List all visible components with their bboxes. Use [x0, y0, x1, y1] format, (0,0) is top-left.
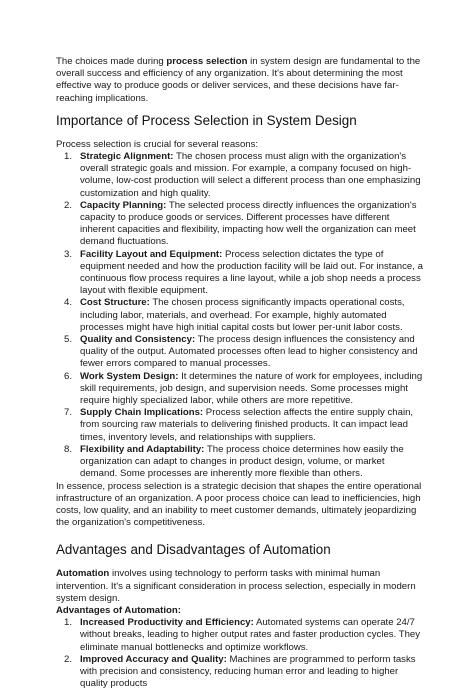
list-number: 4.	[64, 297, 73, 309]
list-item-title: Cost Structure:	[80, 297, 150, 309]
list-item-text: The chosen process must align with the organization's overall strategic goals and mission. For example, a company focused on high-volume, low-cost production will select a different process than one emphasizing customization and high quality.	[80, 151, 421, 199]
advantages-label-text: Advantages of Automation:	[56, 604, 181, 616]
intro-text-2: in system design are fundamental to the overall success and efficiency of any organization. It's about determining the most effective way to produce goods or deliver services, and these decisions have far-reaching implications.	[56, 56, 421, 104]
list-item-text: The selected process directly influences the organization's capacity to produce goods or services. Different processes have different inherent capacities and flexibility, impacting how well the organization can meet demand fluctuations.	[80, 199, 417, 248]
section-heading-importance: Importance of Process Selection in System Design	[56, 112, 357, 128]
list-item	[56, 444, 424, 481]
automation-intro-text: involves using technology to perform tasks with minimal human intervention. It's a significant consideration in process selection, especially in modern system design.	[56, 568, 416, 604]
list-item-text: Machines are programmed to perform tasks with precision and consistency, reducing human error and leading to higher quality products	[80, 653, 416, 690]
list-item	[56, 297, 424, 334]
list-item-text: The chosen process significantly impacts operational costs, including labor, materials, and overhead. For example, highly automated processes might have high initial capital costs but lower per-unit labor costs.	[80, 297, 405, 333]
list-item-title: Strategic Alignment:	[80, 151, 174, 163]
list-number: 3.	[64, 248, 73, 260]
list-item	[56, 371, 424, 408]
list-item	[56, 654, 424, 690]
intro-paragraph	[56, 56, 424, 105]
automation-intro	[56, 568, 424, 605]
list-item	[56, 334, 424, 371]
list-number: 2.	[64, 653, 73, 665]
list-item-title: Capacity Planning:	[80, 199, 167, 211]
list-item	[56, 617, 424, 654]
section-heading-automation: Advantages and Disadvantages of Automation	[56, 542, 331, 558]
importance-conclusion: In essence, process selection is a strategic decision that shapes the entire operational infrastructure of an organization. A poor process choice can lead to inefficiencies, high costs, low quality, and an inability to meet customer demands, ultimately jeopardizing the organization's competitiveness.	[56, 480, 422, 529]
intro-text-1: The choices made during	[56, 56, 167, 67]
list-item	[56, 407, 424, 444]
advantages-label	[56, 605, 424, 617]
automation-intro-bold: Automation	[56, 568, 110, 580]
list-item-title: Facility Layout and Equipment:	[80, 248, 223, 260]
list-item-text: Automated systems can operate 24/7 without breaks, leading to higher output rates and faster production cycles. They eliminate manual bottlenecks and optimize workflows.	[80, 617, 421, 653]
list-item-title: Quality and Consistency:	[80, 334, 196, 346]
list-item-title: Increased Productivity and Efficiency:	[80, 617, 254, 629]
list-item-title: Improved Accuracy and Quality:	[80, 653, 227, 665]
list-item	[56, 200, 424, 249]
importance-lead: Process selection is crucial for several reasons:	[56, 138, 259, 150]
list-item-title: Supply Chain Implications:	[80, 407, 204, 419]
list-item-title: Flexibility and Adaptability:	[80, 443, 205, 455]
list-number: 1.	[64, 617, 73, 629]
list-item-text: The process design influences the consistency and quality of the output. Automated processes often lead to higher consistency and fewer errors compared to manual processes.	[80, 334, 418, 370]
list-number: 5.	[64, 334, 73, 346]
list-item-text: It determines the nature of work for employees, including skill requirements, job design, and supervision needs. Some processes might require highly specialized labor, while others are more repetitive.	[80, 370, 423, 407]
advantages-list	[56, 617, 424, 690]
list-item-text: Process selection dictates the type of equipment needed and how the production facility will be laid out. For instance, a continuous flow process requires a line layout, while a job shop needs a process layout with flexible equipment.	[80, 248, 423, 297]
list-number: 7.	[64, 407, 73, 419]
intro-bold: process selection	[166, 56, 248, 67]
list-number: 1.	[64, 151, 73, 163]
importance-list	[56, 151, 424, 480]
list-item-text: Process selection affects the entire supply chain, from sourcing raw materials to delivering finished products. It can impact lead times, inventory levels, and relationships with suppliers.	[80, 407, 414, 443]
list-item-text: The process choice determines how easily the organization can adapt to changes in product design, volume, or market demand. Some processes are inherently more flexible than others.	[80, 443, 404, 480]
list-number: 2.	[64, 199, 73, 211]
list-number: 8.	[64, 443, 73, 455]
list-item	[56, 151, 424, 200]
list-number: 6.	[64, 370, 73, 382]
list-item	[56, 249, 424, 298]
list-item-title: Work System Design:	[80, 370, 179, 382]
